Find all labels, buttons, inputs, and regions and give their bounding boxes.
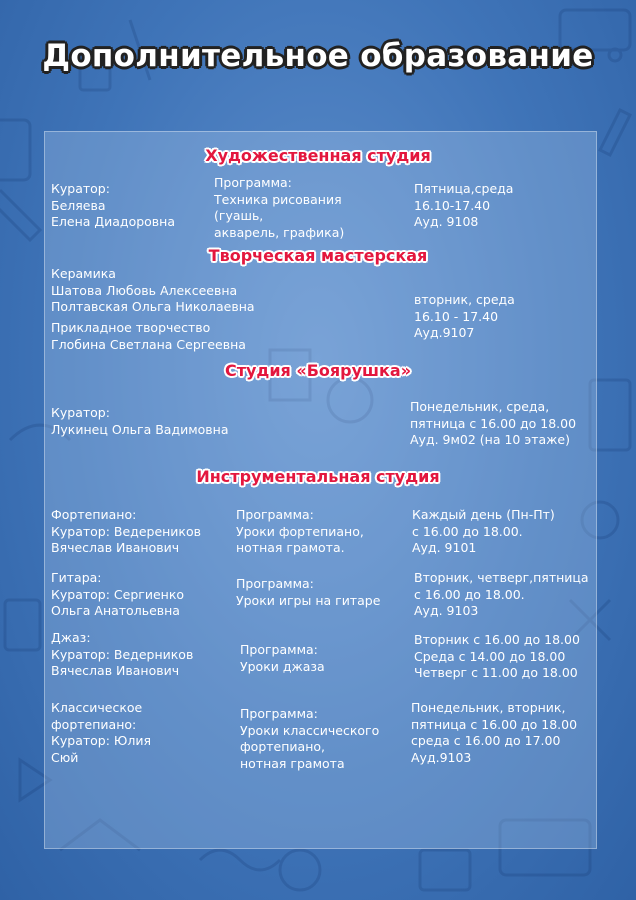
text-line: Беляева — [51, 197, 106, 213]
text-line: Прикладное творчество — [51, 320, 211, 335]
classical-piano-program — [240, 706, 379, 772]
text-line: Гитара: — [51, 570, 102, 585]
text-line: Уроки игры на гитаре — [236, 592, 381, 608]
piano-program — [236, 507, 364, 557]
text-line: Понедельник, среда, — [410, 399, 550, 414]
text-line: акварель, графика) — [214, 224, 345, 240]
text-line: Куратор: Сергиенко — [51, 586, 185, 602]
boyarushka-schedule — [410, 399, 576, 449]
workshop-title: Творческая мастерская — [208, 246, 428, 265]
text-line: Вторник с 16.00 до 18.00 — [414, 632, 580, 647]
text-line: Ауд.9103 — [411, 749, 472, 765]
text-line: Ауд. 9108 — [414, 214, 479, 229]
jazz-who — [51, 630, 193, 680]
text-line: пятница с 16.00 до 18.00 — [410, 415, 577, 431]
text-line: с 16.00 до 18.00. — [414, 586, 525, 602]
text-line: Классическое — [51, 700, 143, 715]
text-line: Программа: — [240, 706, 318, 721]
workshop-ceramics — [51, 266, 255, 316]
workshop-applied — [51, 320, 246, 353]
text-line: Джаз: — [51, 630, 91, 645]
text-line: вторник, среда — [414, 292, 515, 307]
text-line: Уроки фортепиано, — [236, 523, 364, 539]
text-line: Ольга Анатольевна — [51, 603, 180, 618]
text-line: Куратор: Ведереников — [51, 523, 201, 539]
text-line: Шатова Любовь Алексеевна — [51, 282, 238, 298]
classical-piano-schedule — [411, 700, 577, 766]
text-line: фортепиано, — [240, 739, 325, 754]
text-line: Уроки джаза — [240, 658, 325, 674]
text-line: Программа: — [236, 576, 314, 591]
text-line: Четверг с 11.00 до 18.00 — [414, 665, 578, 680]
text-line: Вячеслав Иванович — [51, 540, 180, 555]
text-line: Пятница,среда — [414, 181, 514, 196]
text-line: Понедельник, вторник, — [411, 700, 566, 715]
text-line: Елена Диадоровна — [51, 214, 176, 229]
workshop-schedule — [414, 292, 515, 342]
instrumental-title: Инструментальная студия — [196, 467, 440, 486]
text-line: Ауд. 9101 — [412, 540, 477, 555]
text-line: Техника рисования — [214, 191, 342, 207]
text-line: Куратор: — [51, 181, 110, 196]
text-line: нотная грамота. — [236, 540, 345, 555]
text-line: Среда с 14.00 до 18.00 — [414, 648, 566, 664]
text-line: Фортепиано: — [51, 507, 137, 522]
jazz-program — [240, 642, 325, 675]
text-line: (гуашь, — [214, 208, 264, 223]
text-line: Вячеслав Иванович — [51, 663, 180, 678]
text-line: Программа: — [236, 507, 314, 522]
text-line: Куратор: Ведерников — [51, 646, 194, 662]
text-line: фортепиано: — [51, 716, 137, 732]
text-line: Ауд. 9103 — [414, 603, 479, 618]
text-line: Сюй — [51, 749, 79, 765]
classical-piano-who — [51, 700, 151, 766]
text-line: Керамика — [51, 266, 116, 281]
piano-schedule — [412, 507, 555, 557]
text-line: среда с 16.00 до 17.00 — [411, 733, 561, 748]
text-line: Куратор: — [51, 405, 110, 420]
text-line: Программа: — [214, 175, 292, 190]
art-studio-schedule — [414, 181, 513, 231]
boyarushka-curator — [51, 405, 229, 438]
text-line: Полтавская Ольга Николаевна — [51, 299, 255, 314]
text-line: 16.10-17.40 — [414, 197, 491, 213]
text-line: Уроки классического — [240, 722, 380, 738]
guitar-program — [236, 576, 380, 609]
text-line: с 16.00 до 18.00. — [412, 523, 523, 539]
text-line: Ауд.9107 — [414, 325, 475, 340]
art-studio-title: Художественная студия — [205, 146, 431, 165]
boyarushka-title: Студия «Боярушка» — [224, 361, 412, 380]
text-line: пятница с 16.00 до 18.00 — [411, 716, 578, 732]
text-line: Программа: — [240, 642, 318, 657]
guitar-who — [51, 570, 184, 620]
art-studio-program — [214, 175, 344, 241]
text-line: 16.10 - 17.40 — [414, 308, 499, 324]
guitar-schedule — [414, 570, 589, 620]
text-line: нотная грамота — [240, 755, 345, 771]
text-line: Глобина Светлана Сергеевна — [51, 336, 246, 352]
text-line: Лукинец Ольга Вадимовна — [51, 421, 229, 437]
piano-who — [51, 507, 201, 557]
art-studio-curator — [51, 181, 175, 231]
text-line: Куратор: Юлия — [51, 733, 152, 748]
text-line: Каждый день (Пн-Пт) — [412, 507, 555, 522]
jazz-schedule — [414, 632, 580, 682]
text-line: Ауд. 9м02 (на 10 этаже) — [410, 432, 570, 447]
text-line: Вторник, четверг,пятница — [414, 570, 589, 585]
page-title: Дополнительное образование — [42, 38, 594, 74]
